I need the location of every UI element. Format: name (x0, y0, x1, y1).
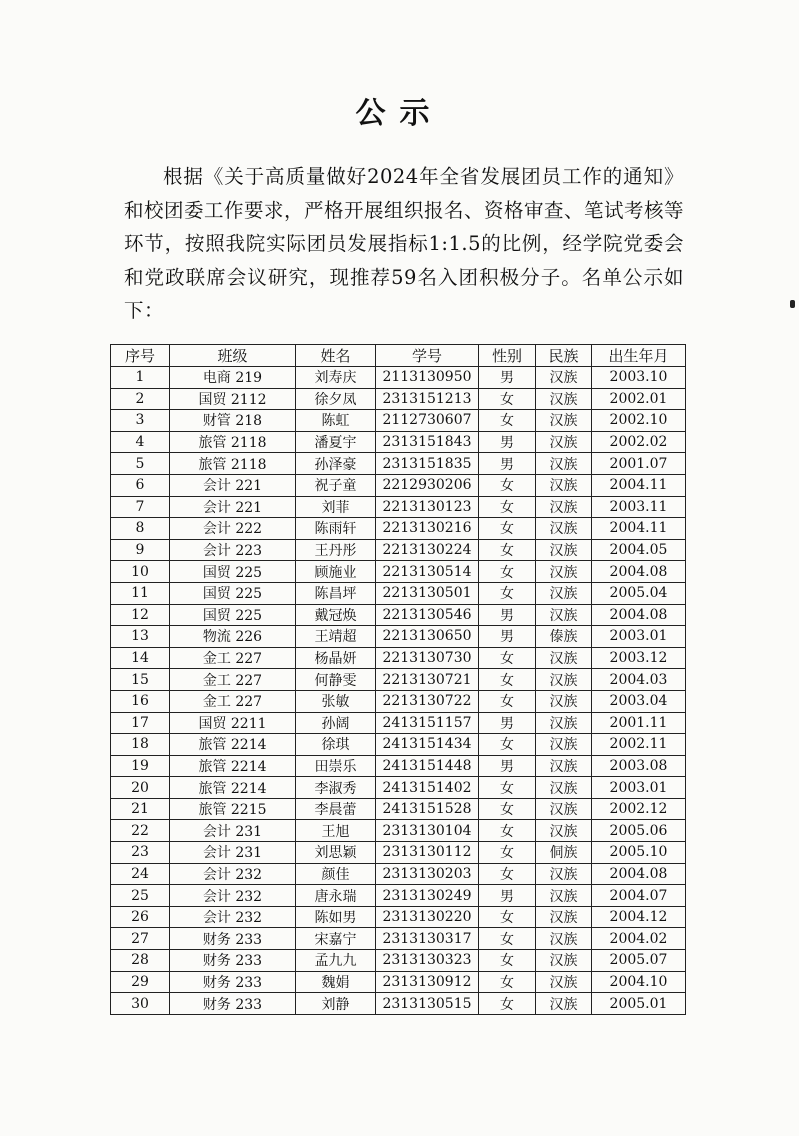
cell-gender: 女 (479, 798, 536, 820)
cell-student-id: 2213130216 (376, 518, 479, 540)
cell-name: 颜佳 (296, 863, 376, 885)
header-gender: 性别 (479, 345, 536, 367)
cell-index: 8 (111, 518, 170, 540)
cell-student-id: 2413151528 (376, 798, 479, 820)
table-row (111, 626, 686, 648)
cell-class: 财管 218 (170, 410, 296, 432)
cell-gender: 女 (479, 820, 536, 842)
cell-gender: 女 (479, 518, 536, 540)
cell-class: 会计 221 (170, 474, 296, 496)
cell-ethnicity: 汉族 (536, 431, 592, 453)
cell-index: 17 (111, 712, 170, 734)
table-row (111, 561, 686, 583)
cell-gender: 女 (479, 734, 536, 756)
cell-index: 6 (111, 474, 170, 496)
cell-ethnicity: 汉族 (536, 669, 592, 691)
cell-student-id: 2313130203 (376, 863, 479, 885)
cell-index: 11 (111, 582, 170, 604)
cell-birth: 2004.11 (592, 474, 686, 496)
cell-birth: 2002.02 (592, 431, 686, 453)
cell-gender: 女 (479, 539, 536, 561)
cell-name: 陈虹 (296, 410, 376, 432)
cell-ethnicity: 汉族 (536, 518, 592, 540)
cell-birth: 2004.02 (592, 928, 686, 950)
table-row (111, 885, 686, 907)
cell-class: 旅管 2214 (170, 734, 296, 756)
cell-name: 孙泽豪 (296, 453, 376, 475)
cell-student-id: 2112730607 (376, 410, 479, 432)
table-row (111, 539, 686, 561)
cell-gender: 女 (479, 669, 536, 691)
cell-name: 宋嘉宁 (296, 928, 376, 950)
table-row (111, 928, 686, 950)
cell-class: 会计 231 (170, 842, 296, 864)
cell-birth: 2004.03 (592, 669, 686, 691)
cell-class: 金工 227 (170, 690, 296, 712)
cell-class: 金工 227 (170, 647, 296, 669)
cell-ethnicity: 汉族 (536, 863, 592, 885)
intro-paragraph: 根据《关于高质量做好2024年全省发展团员工作的通知》和校团委工作要求，严格开展组织报名、资格审查、笔试考核等环节，按照我院实际团员发展指标1:1.5的比例，经学院党委会和党政联席会议研究，现推荐59名入团积极分子。名单公示如下： (124, 165, 685, 322)
cell-student-id: 2213130722 (376, 690, 479, 712)
cell-ethnicity: 汉族 (536, 712, 592, 734)
cell-index: 26 (111, 906, 170, 928)
cell-ethnicity: 汉族 (536, 367, 592, 389)
cell-index: 30 (111, 993, 170, 1015)
table-row (111, 755, 686, 777)
cell-student-id: 2413151157 (376, 712, 479, 734)
cell-birth: 2001.11 (592, 712, 686, 734)
table-row (111, 971, 686, 993)
table-row (111, 410, 686, 432)
cell-student-id: 2113130950 (376, 367, 479, 389)
cell-ethnicity: 侗族 (536, 842, 592, 864)
cell-name: 王旭 (296, 820, 376, 842)
cell-gender: 女 (479, 647, 536, 669)
cell-index: 2 (111, 388, 170, 410)
cell-gender: 男 (479, 367, 536, 389)
cell-birth: 2004.07 (592, 885, 686, 907)
cell-index: 15 (111, 669, 170, 691)
cell-birth: 2002.11 (592, 734, 686, 756)
cell-student-id: 2313130317 (376, 928, 479, 950)
cell-name: 潘夏宇 (296, 431, 376, 453)
table-row (111, 474, 686, 496)
table-row (111, 712, 686, 734)
page-title: 公示 (355, 96, 444, 131)
table-row (111, 950, 686, 972)
cell-student-id: 2413151448 (376, 755, 479, 777)
cell-ethnicity: 傣族 (536, 626, 592, 648)
table-row (111, 582, 686, 604)
cell-gender: 女 (479, 410, 536, 432)
cell-ethnicity: 汉族 (536, 388, 592, 410)
table-row (111, 367, 686, 389)
cell-birth: 2005.06 (592, 820, 686, 842)
cell-name: 孟九九 (296, 950, 376, 972)
cell-class: 旅管 2118 (170, 431, 296, 453)
header-index: 序号 (111, 345, 170, 367)
cell-index: 28 (111, 950, 170, 972)
cell-ethnicity: 汉族 (536, 906, 592, 928)
cell-ethnicity: 汉族 (536, 539, 592, 561)
cell-ethnicity: 汉族 (536, 777, 592, 799)
cell-birth: 2003.04 (592, 690, 686, 712)
cell-ethnicity: 汉族 (536, 820, 592, 842)
cell-birth: 2005.04 (592, 582, 686, 604)
cell-class: 国贸 225 (170, 561, 296, 583)
cell-ethnicity: 汉族 (536, 474, 592, 496)
cell-student-id: 2313130912 (376, 971, 479, 993)
cell-gender: 男 (479, 712, 536, 734)
cell-index: 4 (111, 431, 170, 453)
cell-name: 李晨蕾 (296, 798, 376, 820)
cell-gender: 女 (479, 561, 536, 583)
cell-birth: 2003.10 (592, 367, 686, 389)
cell-name: 魏娟 (296, 971, 376, 993)
cell-birth: 2002.10 (592, 410, 686, 432)
cell-gender: 女 (479, 582, 536, 604)
table-row (111, 604, 686, 626)
cell-name: 陈雨轩 (296, 518, 376, 540)
cell-birth: 2003.01 (592, 626, 686, 648)
cell-class: 财务 233 (170, 993, 296, 1015)
cell-birth: 2004.10 (592, 971, 686, 993)
table-row (111, 690, 686, 712)
table-row (111, 734, 686, 756)
cell-gender: 男 (479, 604, 536, 626)
cell-index: 20 (111, 777, 170, 799)
header-student-id: 学号 (376, 345, 479, 367)
cell-student-id: 2213130650 (376, 626, 479, 648)
cell-birth: 2001.07 (592, 453, 686, 475)
cell-index: 7 (111, 496, 170, 518)
cell-name: 祝子童 (296, 474, 376, 496)
cell-class: 会计 221 (170, 496, 296, 518)
cell-student-id: 2313151213 (376, 388, 479, 410)
cell-class: 会计 232 (170, 863, 296, 885)
cell-class: 会计 222 (170, 518, 296, 540)
cell-birth: 2003.08 (592, 755, 686, 777)
cell-name: 杨晶妍 (296, 647, 376, 669)
table-row (111, 647, 686, 669)
cell-index: 27 (111, 928, 170, 950)
cell-class: 电商 219 (170, 367, 296, 389)
cell-gender: 男 (479, 755, 536, 777)
cell-birth: 2003.12 (592, 647, 686, 669)
cell-index: 29 (111, 971, 170, 993)
cell-birth: 2004.11 (592, 518, 686, 540)
table-row (111, 863, 686, 885)
cell-gender: 女 (479, 777, 536, 799)
cell-class: 旅管 2118 (170, 453, 296, 475)
cell-birth: 2003.01 (592, 777, 686, 799)
cell-index: 3 (111, 410, 170, 432)
cell-gender: 女 (479, 950, 536, 972)
cell-name: 孙阔 (296, 712, 376, 734)
cell-index: 13 (111, 626, 170, 648)
cell-class: 金工 227 (170, 669, 296, 691)
table-row (111, 993, 686, 1015)
cell-student-id: 2213130514 (376, 561, 479, 583)
cell-gender: 女 (479, 474, 536, 496)
cell-student-id: 2212930206 (376, 474, 479, 496)
cell-student-id: 2313130249 (376, 885, 479, 907)
cell-name: 何静雯 (296, 669, 376, 691)
cell-class: 物流 226 (170, 626, 296, 648)
cell-ethnicity: 汉族 (536, 798, 592, 820)
cell-name: 刘寿庆 (296, 367, 376, 389)
cell-index: 21 (111, 798, 170, 820)
cell-index: 1 (111, 367, 170, 389)
cell-class: 国贸 2211 (170, 712, 296, 734)
cell-class: 国贸 225 (170, 582, 296, 604)
cell-index: 22 (111, 820, 170, 842)
cell-student-id: 2213130721 (376, 669, 479, 691)
cell-index: 10 (111, 561, 170, 583)
cell-name: 徐琪 (296, 734, 376, 756)
cell-student-id: 2313130112 (376, 842, 479, 864)
cell-gender: 男 (479, 885, 536, 907)
table-row (111, 798, 686, 820)
cell-name: 戴冠焕 (296, 604, 376, 626)
cell-class: 旅管 2214 (170, 755, 296, 777)
cell-ethnicity: 汉族 (536, 453, 592, 475)
cell-birth: 2004.12 (592, 906, 686, 928)
cell-class: 财务 233 (170, 928, 296, 950)
cell-class: 财务 233 (170, 971, 296, 993)
table-row (111, 906, 686, 928)
cell-name: 李淑秀 (296, 777, 376, 799)
cell-name: 唐永瑞 (296, 885, 376, 907)
cell-index: 14 (111, 647, 170, 669)
cell-gender: 男 (479, 453, 536, 475)
cell-birth: 2002.01 (592, 388, 686, 410)
cell-gender: 女 (479, 993, 536, 1015)
cell-ethnicity: 汉族 (536, 755, 592, 777)
cell-birth: 2002.12 (592, 798, 686, 820)
cell-birth: 2004.08 (592, 561, 686, 583)
cell-birth: 2005.01 (592, 993, 686, 1015)
cell-index: 25 (111, 885, 170, 907)
cell-name: 刘菲 (296, 496, 376, 518)
cell-index: 16 (111, 690, 170, 712)
cell-name: 徐夕凤 (296, 388, 376, 410)
header-ethnicity: 民族 (536, 345, 592, 367)
cell-student-id: 2313130220 (376, 906, 479, 928)
cell-student-id: 2213130501 (376, 582, 479, 604)
cell-ethnicity: 汉族 (536, 734, 592, 756)
table-row (111, 820, 686, 842)
cell-class: 国贸 225 (170, 604, 296, 626)
scan-mark (790, 300, 795, 308)
cell-student-id: 2413151434 (376, 734, 479, 756)
table-row (111, 669, 686, 691)
header-name: 姓名 (296, 345, 376, 367)
cell-ethnicity: 汉族 (536, 604, 592, 626)
cell-birth: 2004.05 (592, 539, 686, 561)
table-row (111, 388, 686, 410)
cell-ethnicity: 汉族 (536, 690, 592, 712)
cell-ethnicity: 汉族 (536, 993, 592, 1015)
candidate-table (110, 344, 686, 1015)
cell-name: 刘思颖 (296, 842, 376, 864)
cell-student-id: 2213130123 (376, 496, 479, 518)
table-row (111, 496, 686, 518)
cell-class: 旅管 2214 (170, 777, 296, 799)
cell-name: 陈昌坪 (296, 582, 376, 604)
cell-gender: 女 (479, 496, 536, 518)
cell-gender: 男 (479, 626, 536, 648)
header-class: 班级 (170, 345, 296, 367)
cell-birth: 2004.08 (592, 604, 686, 626)
cell-class: 财务 233 (170, 950, 296, 972)
cell-name: 刘静 (296, 993, 376, 1015)
cell-ethnicity: 汉族 (536, 410, 592, 432)
cell-ethnicity: 汉族 (536, 647, 592, 669)
cell-index: 18 (111, 734, 170, 756)
cell-name: 王靖超 (296, 626, 376, 648)
cell-gender: 女 (479, 842, 536, 864)
cell-name: 顾施业 (296, 561, 376, 583)
cell-birth: 2004.08 (592, 863, 686, 885)
table-row (111, 518, 686, 540)
cell-class: 会计 223 (170, 539, 296, 561)
table-row (111, 842, 686, 864)
cell-index: 19 (111, 755, 170, 777)
cell-name: 王丹彤 (296, 539, 376, 561)
cell-ethnicity: 汉族 (536, 561, 592, 583)
table-row (111, 453, 686, 475)
cell-student-id: 2313130323 (376, 950, 479, 972)
table-body (111, 367, 686, 1015)
cell-student-id: 2213130224 (376, 539, 479, 561)
cell-student-id: 2413151402 (376, 777, 479, 799)
cell-ethnicity: 汉族 (536, 582, 592, 604)
cell-student-id: 2213130730 (376, 647, 479, 669)
cell-student-id: 2313130104 (376, 820, 479, 842)
cell-birth: 2003.11 (592, 496, 686, 518)
cell-class: 会计 232 (170, 885, 296, 907)
cell-name: 张敏 (296, 690, 376, 712)
cell-ethnicity: 汉族 (536, 928, 592, 950)
cell-gender: 女 (479, 928, 536, 950)
cell-ethnicity: 汉族 (536, 971, 592, 993)
cell-birth: 2005.10 (592, 842, 686, 864)
cell-index: 12 (111, 604, 170, 626)
cell-class: 会计 232 (170, 906, 296, 928)
cell-student-id: 2313151843 (376, 431, 479, 453)
table-row (111, 777, 686, 799)
cell-gender: 男 (479, 431, 536, 453)
cell-ethnicity: 汉族 (536, 496, 592, 518)
cell-index: 5 (111, 453, 170, 475)
cell-ethnicity: 汉族 (536, 885, 592, 907)
table-header-row (111, 345, 686, 367)
cell-student-id: 2213130546 (376, 604, 479, 626)
cell-ethnicity: 汉族 (536, 950, 592, 972)
cell-birth: 2005.07 (592, 950, 686, 972)
cell-gender: 女 (479, 863, 536, 885)
cell-index: 9 (111, 539, 170, 561)
cell-gender: 女 (479, 690, 536, 712)
header-birth: 出生年月 (592, 345, 686, 367)
cell-gender: 女 (479, 906, 536, 928)
cell-class: 旅管 2215 (170, 798, 296, 820)
cell-class: 国贸 2112 (170, 388, 296, 410)
cell-gender: 女 (479, 388, 536, 410)
cell-name: 田崇乐 (296, 755, 376, 777)
table-row (111, 431, 686, 453)
cell-student-id: 2313151835 (376, 453, 479, 475)
cell-index: 23 (111, 842, 170, 864)
cell-index: 24 (111, 863, 170, 885)
cell-student-id: 2313130515 (376, 993, 479, 1015)
cell-name: 陈如男 (296, 906, 376, 928)
cell-class: 会计 231 (170, 820, 296, 842)
cell-gender: 女 (479, 971, 536, 993)
